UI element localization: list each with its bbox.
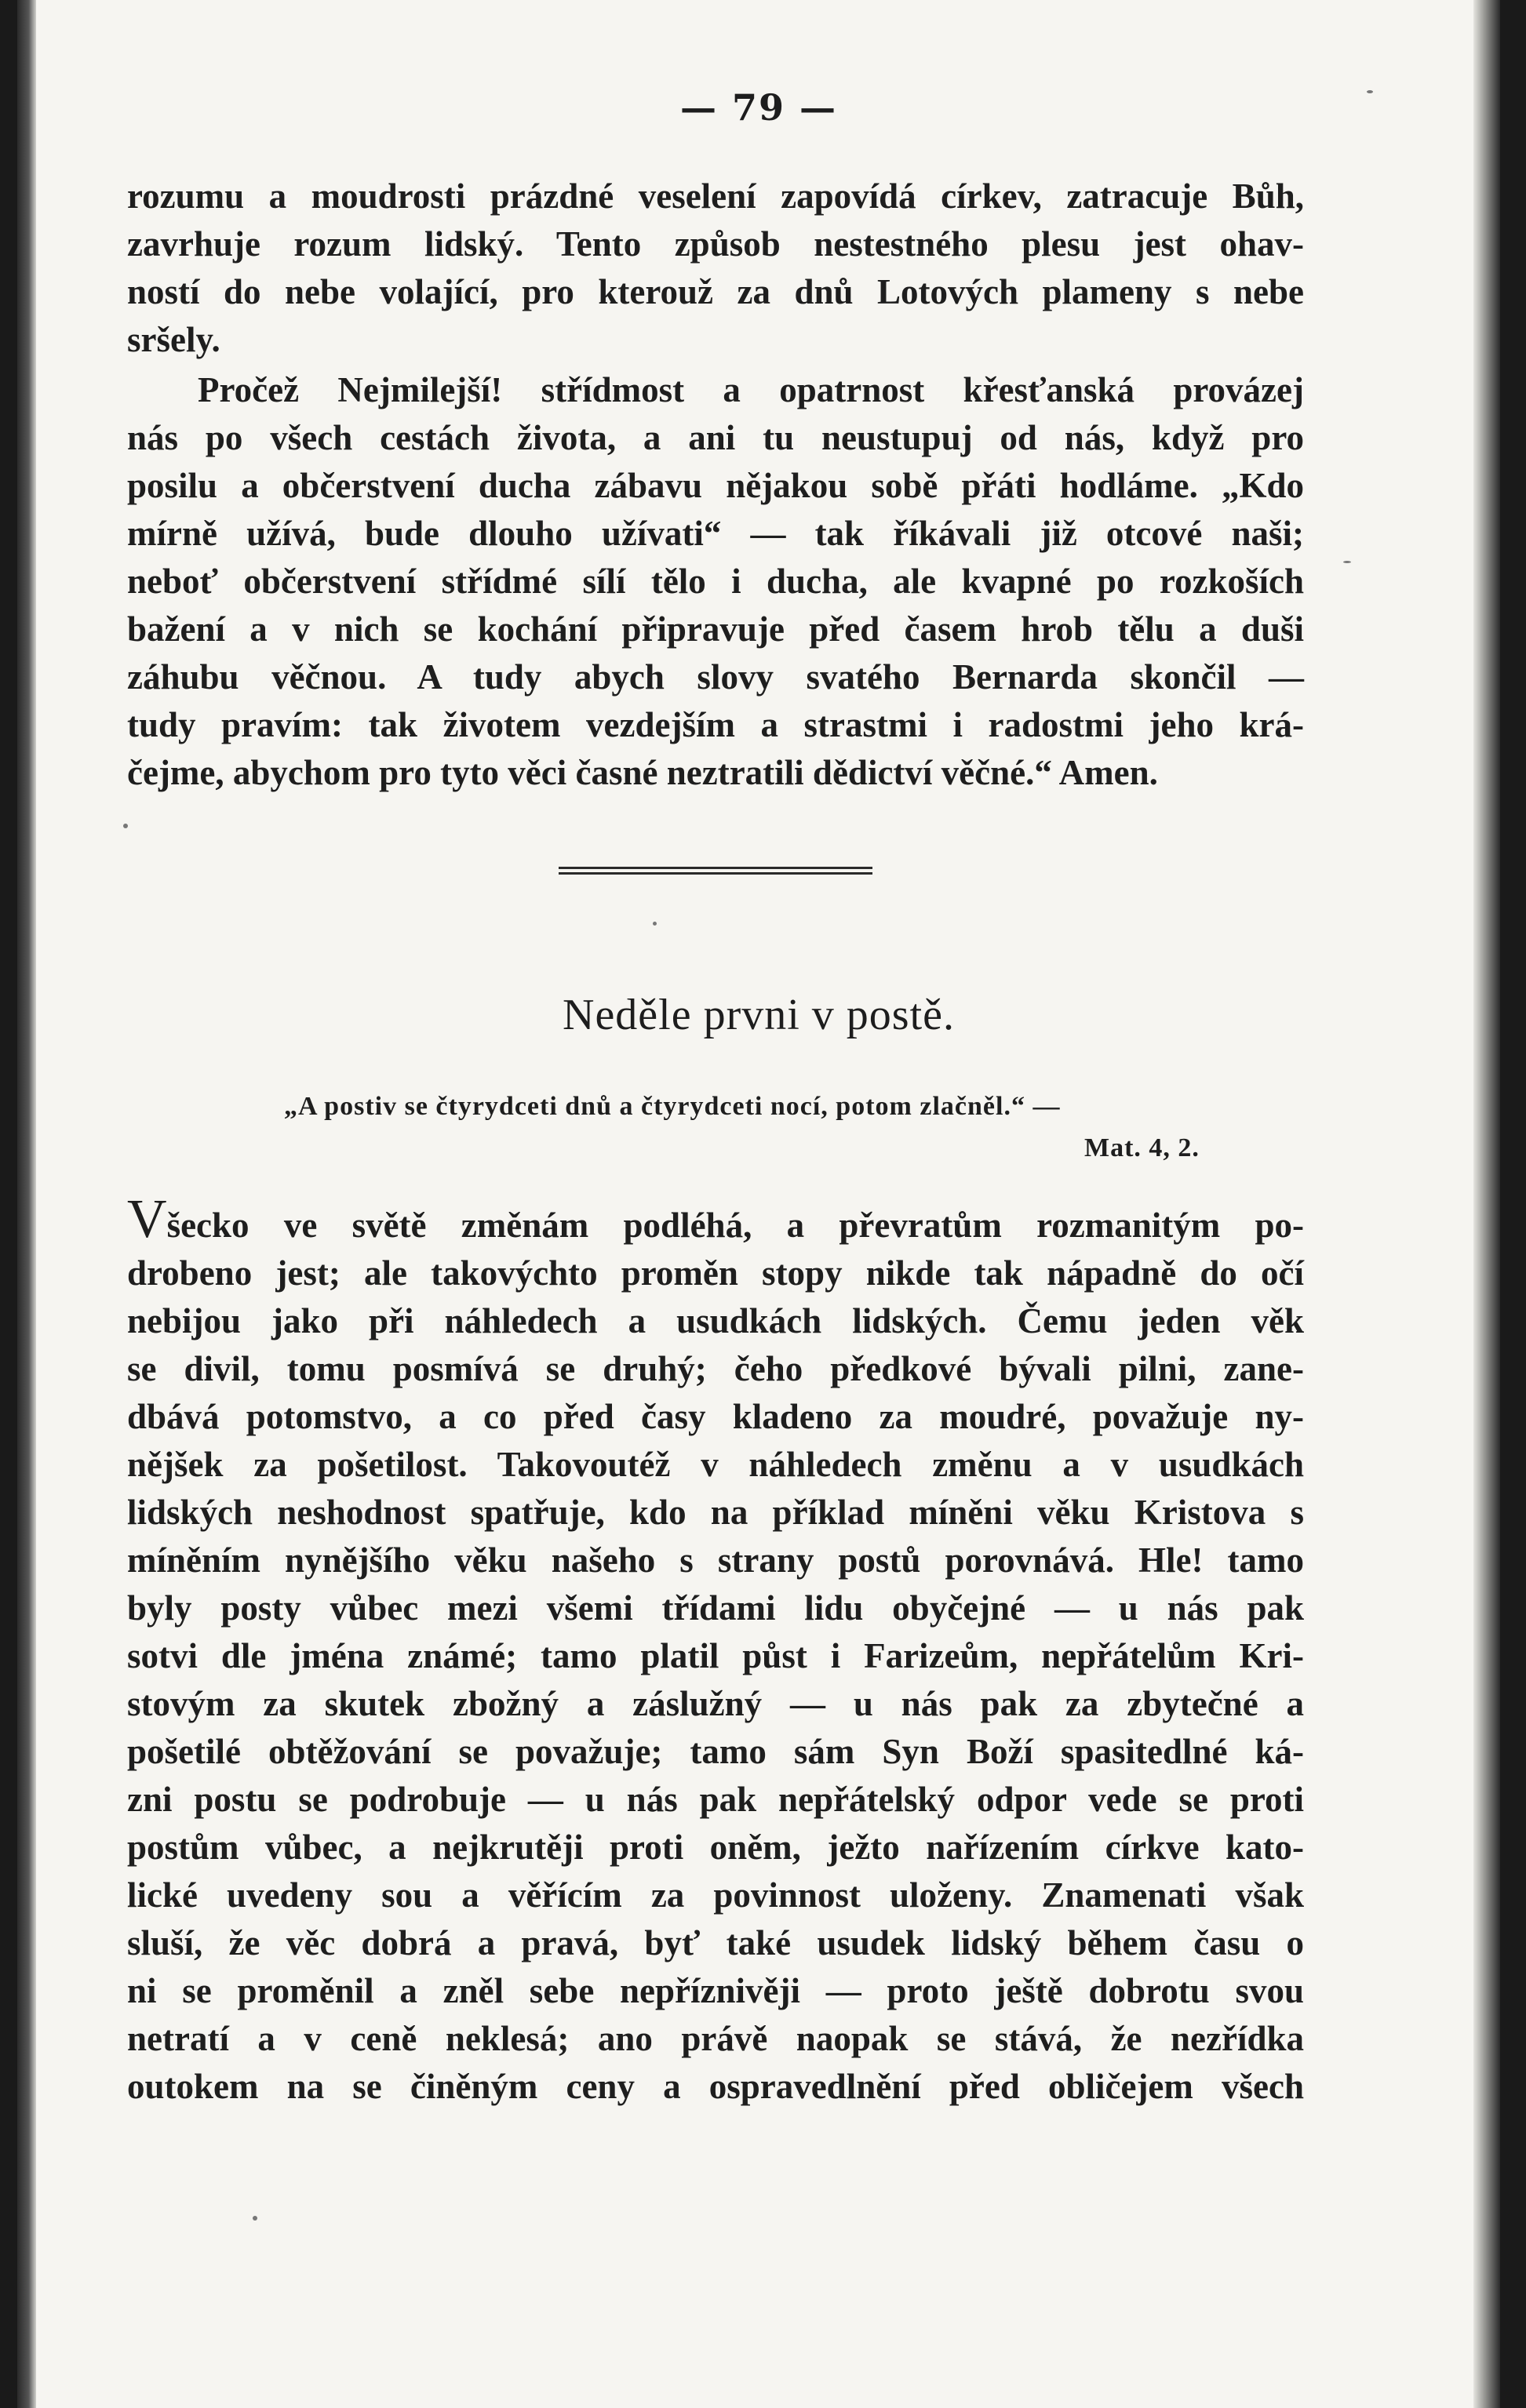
text-line: tudy pravím: tak životem vezdejším a strastmi i radostmi jeho krá- [127,705,1304,744]
book-page [17,0,1500,2408]
text-line-rest: šecko ve světě změnám podléhá, a převratům rozmanitým po- [166,1206,1304,1245]
text-line: rozumu a moudrosti prázdné veselení zapovídá církev, zatracuje Bůh, [127,176,1304,216]
text-line: ni se proměnil a zněl sebe nepříznivěji — proto ještě dobrotu svou [127,1971,1304,2010]
text-line: zavrhuje rozum lidský. Tento způsob nestestného plesu jest ohav- [127,224,1304,264]
text-line: záhubu věčnou. A tudy abych slovy svatého Bernarda skončil — [127,657,1304,697]
text-line: byly posty vůbec mezi všemi třídami lidu obyčejné — u nás pak [127,1588,1304,1628]
epigraph-reference: Mat. 4, 2. [1084,1133,1200,1162]
paragraph-1 [127,173,1304,364]
text-line: drobeno jest; ale takovýchto proměn stopy nikde tak nápadně do očí [127,1253,1304,1293]
paper-speck [123,824,128,828]
paper-speck [253,2216,257,2221]
page-number: — 79 — [679,86,838,129]
text-line: sršely. [127,320,220,359]
text-line: netratí a v ceně neklesá; ano právě naopak se stává, že nezřídka [127,2019,1304,2058]
text-line: lické uvedeny sou a věřícím za povinnost uloženy. Znamenati však [127,1875,1304,1915]
text-line: nás po všech cestách života, a ani tu neustupuj od nás, když pro [127,418,1304,457]
text-line: postům vůbec, a nejkrutěji proti oněm, ježto nařízením církve kato- [127,1828,1304,1867]
drop-cap: V [127,1189,167,1249]
epigraph-quote: „A postiv se čtyrydceti dnů a čtyrydceti nocí, potom zlačněl.“ — [284,1092,1061,1121]
text-line: dbává potomstvo, a co před časy kladeno za moudré, považuje ny- [127,1397,1304,1436]
text-line-first [127,1189,1304,1249]
text-line: sotvi dle jména známé; tamo platil půst i Farizeům, nepřátelům Kri- [127,1636,1304,1675]
section-title: Neděle prvni v postě. [563,991,955,1039]
text-line: lidských neshodnost spatřuje, kdo na příklad míněni věku Kristova s [127,1493,1304,1532]
text-line: mírně užívá, bude dlouho užívati“ — tak říkávali již otcové naši; [127,514,1304,553]
text-line: bažení a v nich se kochání připravuje před časem hrob tělu a duši [127,609,1304,649]
text-line: stovým za skutek zbožný a záslužný — u nás pak za zbytečné a [127,1684,1304,1723]
page-edge-right [1473,0,1500,2408]
paper-speck [1343,561,1351,563]
text-line: zni postu se podrobuje — u nás pak nepřátelský odpor vede se proti [127,1780,1304,1819]
text-line: míněním nynějšího věku našeho s strany postů porovnává. Hle! tamo [127,1540,1304,1580]
text-line: ností do nebe volající, pro kterouž za dnů Lotových plameny s nebe [127,272,1304,311]
paper-speck [653,922,657,926]
paragraph-3 [127,1189,1304,2111]
text-line: pošetilé obtěžování se považuje; tamo sám Syn Boží spasitedlné ká- [127,1732,1304,1771]
page-edge-left [17,0,36,2408]
text-line: se divil, tomu posmívá se druhý; čeho předkové bývali pilni, zane- [127,1349,1304,1388]
text-line: nějšek za pošetilost. Takovoutéž v náhledech změnu a v usudkách [127,1445,1304,1484]
text-line: čejme, abychom pro tyto věci časné neztratili dědictví věčné.“ Amen. [127,753,1158,792]
text-line: posilu a občerstvení ducha zábavu nějakou sobě přáti hodláme. „Kdo [127,466,1304,505]
text-line: outokem na se činěným ceny a ospravedlnění před obličejem všech [127,2067,1304,2106]
text-line: neboť občerstvení střídmé sílí tělo i ducha, ale kvapné po rozkoších [127,562,1304,601]
paragraph-2 [127,366,1304,797]
text-line: nebijou jako při náhledech a usudkách lidských. Čemu jeden věk [127,1301,1304,1340]
paper-speck [1367,90,1373,93]
section-divider [559,867,872,878]
text-line: Pročež Nejmilejší! střídmost a opatrnost křesťanská provázej [198,370,1304,409]
text-line: sluší, že věc dobrá a pravá, byť také usudek lidský během času o [127,1923,1304,1962]
